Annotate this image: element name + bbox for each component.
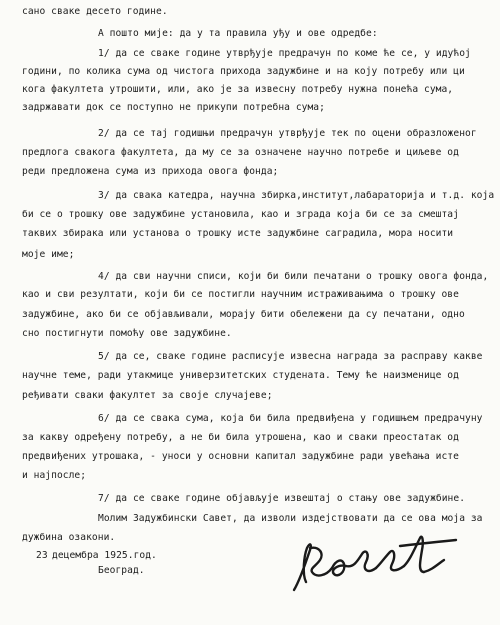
text-line: сно постигнути помоћу ове задужбине. (22, 328, 232, 339)
text-line: реди предложена сума из прихода овога фонда; (22, 166, 279, 177)
text-line: ређивати сваки факултет за своје случајеве; (22, 390, 273, 401)
text-line: задужбине, ако би се објављивали, морају бити обележени да су печатани, одно (22, 309, 465, 320)
clause-5-line: 5/ да се, сваке године расписује извесна награда за расправу какве (98, 351, 483, 362)
text-line: А пошто мије: да у та правила уђу и ове одредбе: (98, 28, 378, 39)
text-line: моје име; (22, 249, 75, 260)
clause-6-line: 6/ да се свака сума, која би била предвиђена у годишњем предрачуну (98, 413, 483, 424)
text-line: задржавати док се поступно не прикупи потребна сума; (22, 102, 325, 113)
text-line: као и сви резултати, који би се постигли научним истраживањима о трошку ове (22, 289, 459, 300)
text-line: сано сваке десето године. (22, 6, 168, 17)
text-line: за какву одређену потребу, а не би била утрошена, као и сваки преостатак од (22, 432, 459, 443)
city-name: Београд. (98, 565, 145, 576)
text-line: предвиђених утрошака, - уноси у основни капитал задужбине ради увећања исте (22, 451, 459, 462)
text-line: и најпосле; (22, 470, 87, 481)
text-line: би се о трошку ове задужбине установила, као и зграда која би се за смештај (22, 209, 459, 220)
closing-line: Молим Задужбински Савет, да изволи издејствовати да се ова моја за (98, 513, 483, 524)
clause-1-line: 1/ да се сваке године утврђује предрачун по коме ће се, у идућој (98, 48, 471, 59)
text-line: години, по колика сума од чистога прихода задужбине и на коју потребу или ци (22, 66, 465, 77)
clause-3-line: 3/ да свака катедра, научна збирка,институт,лабараторија и т.д. која (98, 190, 495, 201)
text-line: таквих збирака или установа о трошку исте задужбине саградила, мора носити (22, 228, 454, 239)
text-line: научне теме, ради утакмице универзитетских студената. Тему ће наизменице од (22, 370, 459, 381)
text-line: кога факултета утрошити, или, ако је за извесну потребу нужна понећа сума, (22, 84, 454, 95)
date-text: децембра 1925.год. (52, 550, 157, 561)
clause-2-line: 2/ да се тај годишњи предрачун утврђује тек по оцени образложеног (98, 128, 477, 139)
clause-7-line: 7/ да се сваке године објављује извештај о стању ове задужбине. (98, 493, 466, 504)
date-day: 23 (36, 550, 48, 561)
text-line: предлога свакога факултета, да му се за означене научно потребе и циљеве од (22, 147, 459, 158)
text-line: дужбина озакони. (22, 532, 116, 543)
handwritten-signature (280, 520, 480, 610)
clause-4-line: 4/ да сви научни списи, који би били печатани о трошку овога фонда, (98, 271, 489, 282)
